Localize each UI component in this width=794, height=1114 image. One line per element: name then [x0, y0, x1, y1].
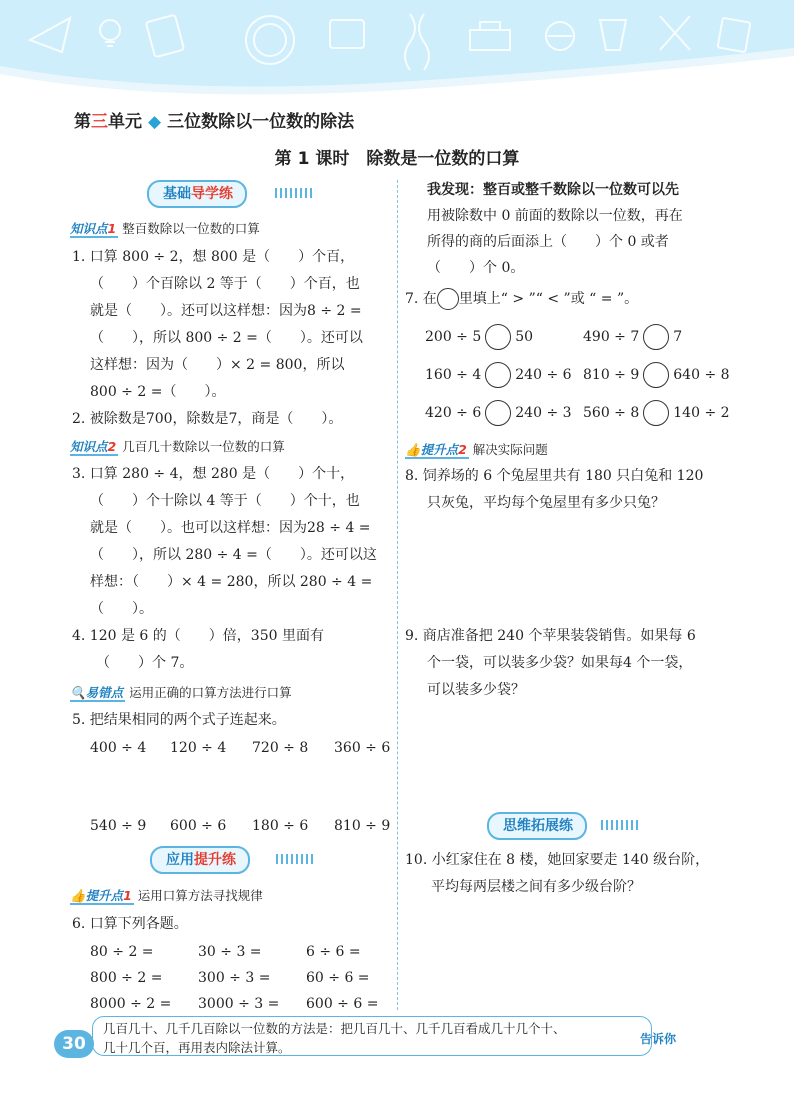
q7-r2-left	[425, 362, 572, 388]
q7-r3-circle-1[interactable]	[485, 400, 511, 426]
q7-line	[405, 288, 638, 310]
q3-line-5: 样想：（ ）× 4 = 280，所以 280 ÷ 4 =	[90, 574, 373, 590]
q6-r3-c2: 3000 ÷ 3 =	[198, 996, 280, 1012]
up1-thumb-icon: 👍	[70, 888, 86, 903]
q3-line-2: （ ）个十除以 4 等于（ ）个十，也	[90, 493, 360, 509]
q5-top-1: 400 ÷ 4	[90, 740, 147, 756]
upgrade-point-1	[70, 886, 263, 904]
up1-text: 运用口算方法寻找规律	[137, 888, 263, 903]
q7-r2-b: 240 ÷ 6	[515, 367, 572, 383]
err-search-icon: 🔍	[70, 685, 86, 700]
unit-dot: ◆	[148, 112, 162, 132]
q10-line-2: 平均每两层楼之间有多少级台阶？	[431, 879, 641, 895]
q7-r3-left	[425, 400, 572, 426]
q1-line-3: 就是（ ）。还可以这样想：因为8 ÷ 2 =	[90, 303, 362, 319]
q7-r1-c: 490 ÷ 7	[583, 329, 640, 345]
knowledge-point-1	[70, 219, 260, 237]
q9-line-2: 个一袋，可以装多少袋？如果每4 个一袋，	[427, 655, 693, 671]
q7-r1-right	[583, 324, 682, 350]
up2-tag: 提升点	[420, 442, 459, 457]
q7-a: 7. 在	[405, 291, 437, 307]
q1-line-4: （ ），所以 800 ÷ 2 =（ ）。还可以	[90, 330, 363, 346]
q7-r3-a: 420 ÷ 6	[425, 405, 482, 421]
q7-r2-a: 160 ÷ 4	[425, 367, 482, 383]
q7-r2-circle-2[interactable]	[643, 362, 669, 388]
found-line-1: 我发现：整百或整千数除以一位数可以先	[427, 182, 679, 198]
q7-r3-b: 240 ÷ 3	[515, 405, 572, 421]
err-text: 运用正确的口算方法进行口算	[129, 685, 292, 700]
q5-line: 5. 把结果相同的两个式子连起来。	[72, 712, 286, 728]
up2-thumb-icon: 👍	[405, 442, 421, 457]
section-apply-b: 提升练	[194, 852, 236, 868]
q3-line-4: （ ），所以 280 ÷ 4 =（ ）。还可以这	[90, 547, 377, 563]
q8-line-2: 只灰兔，平均每个兔屋里有多少只兔？	[427, 495, 665, 511]
section-basic-b: 导学练	[191, 186, 233, 202]
q6-r1-c1: 80 ÷ 2 =	[90, 944, 154, 960]
error-point	[70, 683, 292, 701]
unit-title	[74, 107, 354, 132]
page-number: 30	[54, 1030, 94, 1058]
q6-line: 6. 口算下列各题。	[72, 916, 188, 932]
footer-tip-line-1: 几百几十、几千几百除以一位数的方法是：把几百几十、几千几百看成几十几个十、	[103, 1021, 566, 1036]
up1-tag: 提升点	[85, 888, 124, 903]
unit-name: 三位数除以一位数的除法	[167, 112, 355, 132]
q7-r3-right	[583, 400, 730, 426]
footer-tip-box	[92, 1016, 652, 1056]
q1-line-5: 这样想：因为（ ）× 2 = 800，所以	[90, 357, 345, 373]
q6-r2-c1: 800 ÷ 2 =	[90, 970, 163, 986]
q4-line-1: 4. 120 是 6 的（ ）倍，350 里面有	[72, 628, 324, 644]
up1-num: 1	[123, 888, 132, 903]
kp1-tag: 知识点	[70, 221, 108, 236]
kp1-text: 整百数除以一位数的口算	[122, 221, 260, 236]
unit-suffix: 单元	[108, 112, 142, 132]
unit-prefix: 第	[74, 112, 91, 132]
q3-line-1: 3. 口算 280 ÷ 4，想 280 是（ ）个十，	[72, 466, 355, 482]
header-banner	[0, 0, 794, 100]
q7-r3-d: 140 ÷ 2	[673, 405, 730, 421]
q6-r2-c2: 300 ÷ 3 =	[198, 970, 271, 986]
q5-bottom-1: 540 ÷ 9	[90, 818, 147, 834]
q7-r3-c: 560 ÷ 8	[583, 405, 640, 421]
q5-top-3: 720 ÷ 8	[252, 740, 309, 756]
q7-r2-d: 640 ÷ 8	[673, 367, 730, 383]
q5-bottom-4: 810 ÷ 9	[334, 818, 391, 834]
q6-r3-c3: 600 ÷ 6 =	[306, 996, 379, 1012]
section-basic-a: 基础	[163, 186, 191, 202]
q5-top-2: 120 ÷ 4	[170, 740, 227, 756]
section-extend-a: 思维拓展练	[503, 818, 573, 834]
kp2-num: 2	[107, 439, 117, 454]
q6-r3-c1: 8000 ÷ 2 =	[90, 996, 172, 1012]
q7-r1-circle-2[interactable]	[643, 324, 669, 350]
footer-tip-line-2: 几十几个百，再用表内除法计算。	[103, 1040, 291, 1055]
q6-r1-c3: 6 ÷ 6 =	[306, 944, 361, 960]
found-line-4: （ ）个 0。	[427, 260, 525, 276]
tell-you-label: 告诉你	[640, 1032, 677, 1046]
q7-r1-left	[425, 324, 533, 350]
q10-line-1: 10. 小红家住在 8 楼，她回家要走 140 级台阶，	[405, 852, 710, 868]
kp2-text: 几百几十数除以一位数的口算	[122, 439, 285, 454]
q2-line: 2. 被除数是700，除数是7，商是（ ）。	[72, 411, 343, 427]
q1-line-1: 1. 口算 800 ÷ 2，想 800 是（ ）个百，	[72, 249, 355, 265]
q5-top-4: 360 ÷ 6	[334, 740, 391, 756]
q1-line-2: （ ）个百除以 2 等于（ ）个百，也	[90, 276, 360, 292]
q7-r2-c: 810 ÷ 9	[583, 367, 640, 383]
q6-r1-c2: 30 ÷ 3 =	[198, 944, 262, 960]
q7-sample-circle	[437, 288, 459, 310]
column-divider	[397, 180, 398, 1010]
upgrade-point-2	[405, 440, 548, 458]
up2-num: 2	[458, 442, 467, 457]
q7-r1-d: 7	[673, 329, 683, 345]
q7-r2-circle-1[interactable]	[485, 362, 511, 388]
q7-r1-b: 50	[515, 329, 534, 345]
lesson-title: 第 1 课时 除数是一位数的口算	[274, 149, 520, 169]
q5-bottom-2: 600 ÷ 6	[170, 818, 227, 834]
q7-b: 里填上“ > ”“ < ”或 “ = ”。	[458, 291, 639, 307]
err-tag: 易错点	[85, 685, 124, 700]
up2-text: 解决实际问题	[472, 442, 548, 457]
q7-r3-circle-2[interactable]	[643, 400, 669, 426]
q3-line-3: 就是（ ）。也可以这样想：因为28 ÷ 4 =	[90, 520, 371, 536]
q3-line-6: （ ）。	[90, 601, 153, 617]
unit-number: 三	[91, 112, 108, 132]
q9-line-1: 9. 商店准备把 240 个苹果装袋销售。如果每 6	[405, 628, 696, 644]
found-line-2: 用被除数中 0 前面的数除以一位数，再在	[427, 208, 683, 224]
q5-bottom-3: 180 ÷ 6	[252, 818, 309, 834]
q8-line-1: 8. 饲养场的 6 个兔屋里共有 180 只白兔和 120	[405, 468, 704, 484]
found-line-3: 所得的商的后面添上（ ）个 0 或者	[427, 234, 669, 250]
q9-line-3: 可以装多少袋？	[427, 682, 525, 698]
q7-r2-right	[583, 362, 730, 388]
knowledge-point-2	[70, 437, 285, 455]
kp1-num: 1	[107, 221, 117, 236]
section-apply-a: 应用	[166, 852, 194, 868]
q4-line-2: （ ）个 7。	[96, 655, 194, 671]
q1-line-6: 800 ÷ 2 =（ ）。	[90, 384, 226, 400]
q7-r1-circle-1[interactable]	[485, 324, 511, 350]
kp2-tag: 知识点	[70, 439, 108, 454]
q7-r1-a: 200 ÷ 5	[425, 329, 482, 345]
q6-r2-c3: 60 ÷ 6 =	[306, 970, 370, 986]
